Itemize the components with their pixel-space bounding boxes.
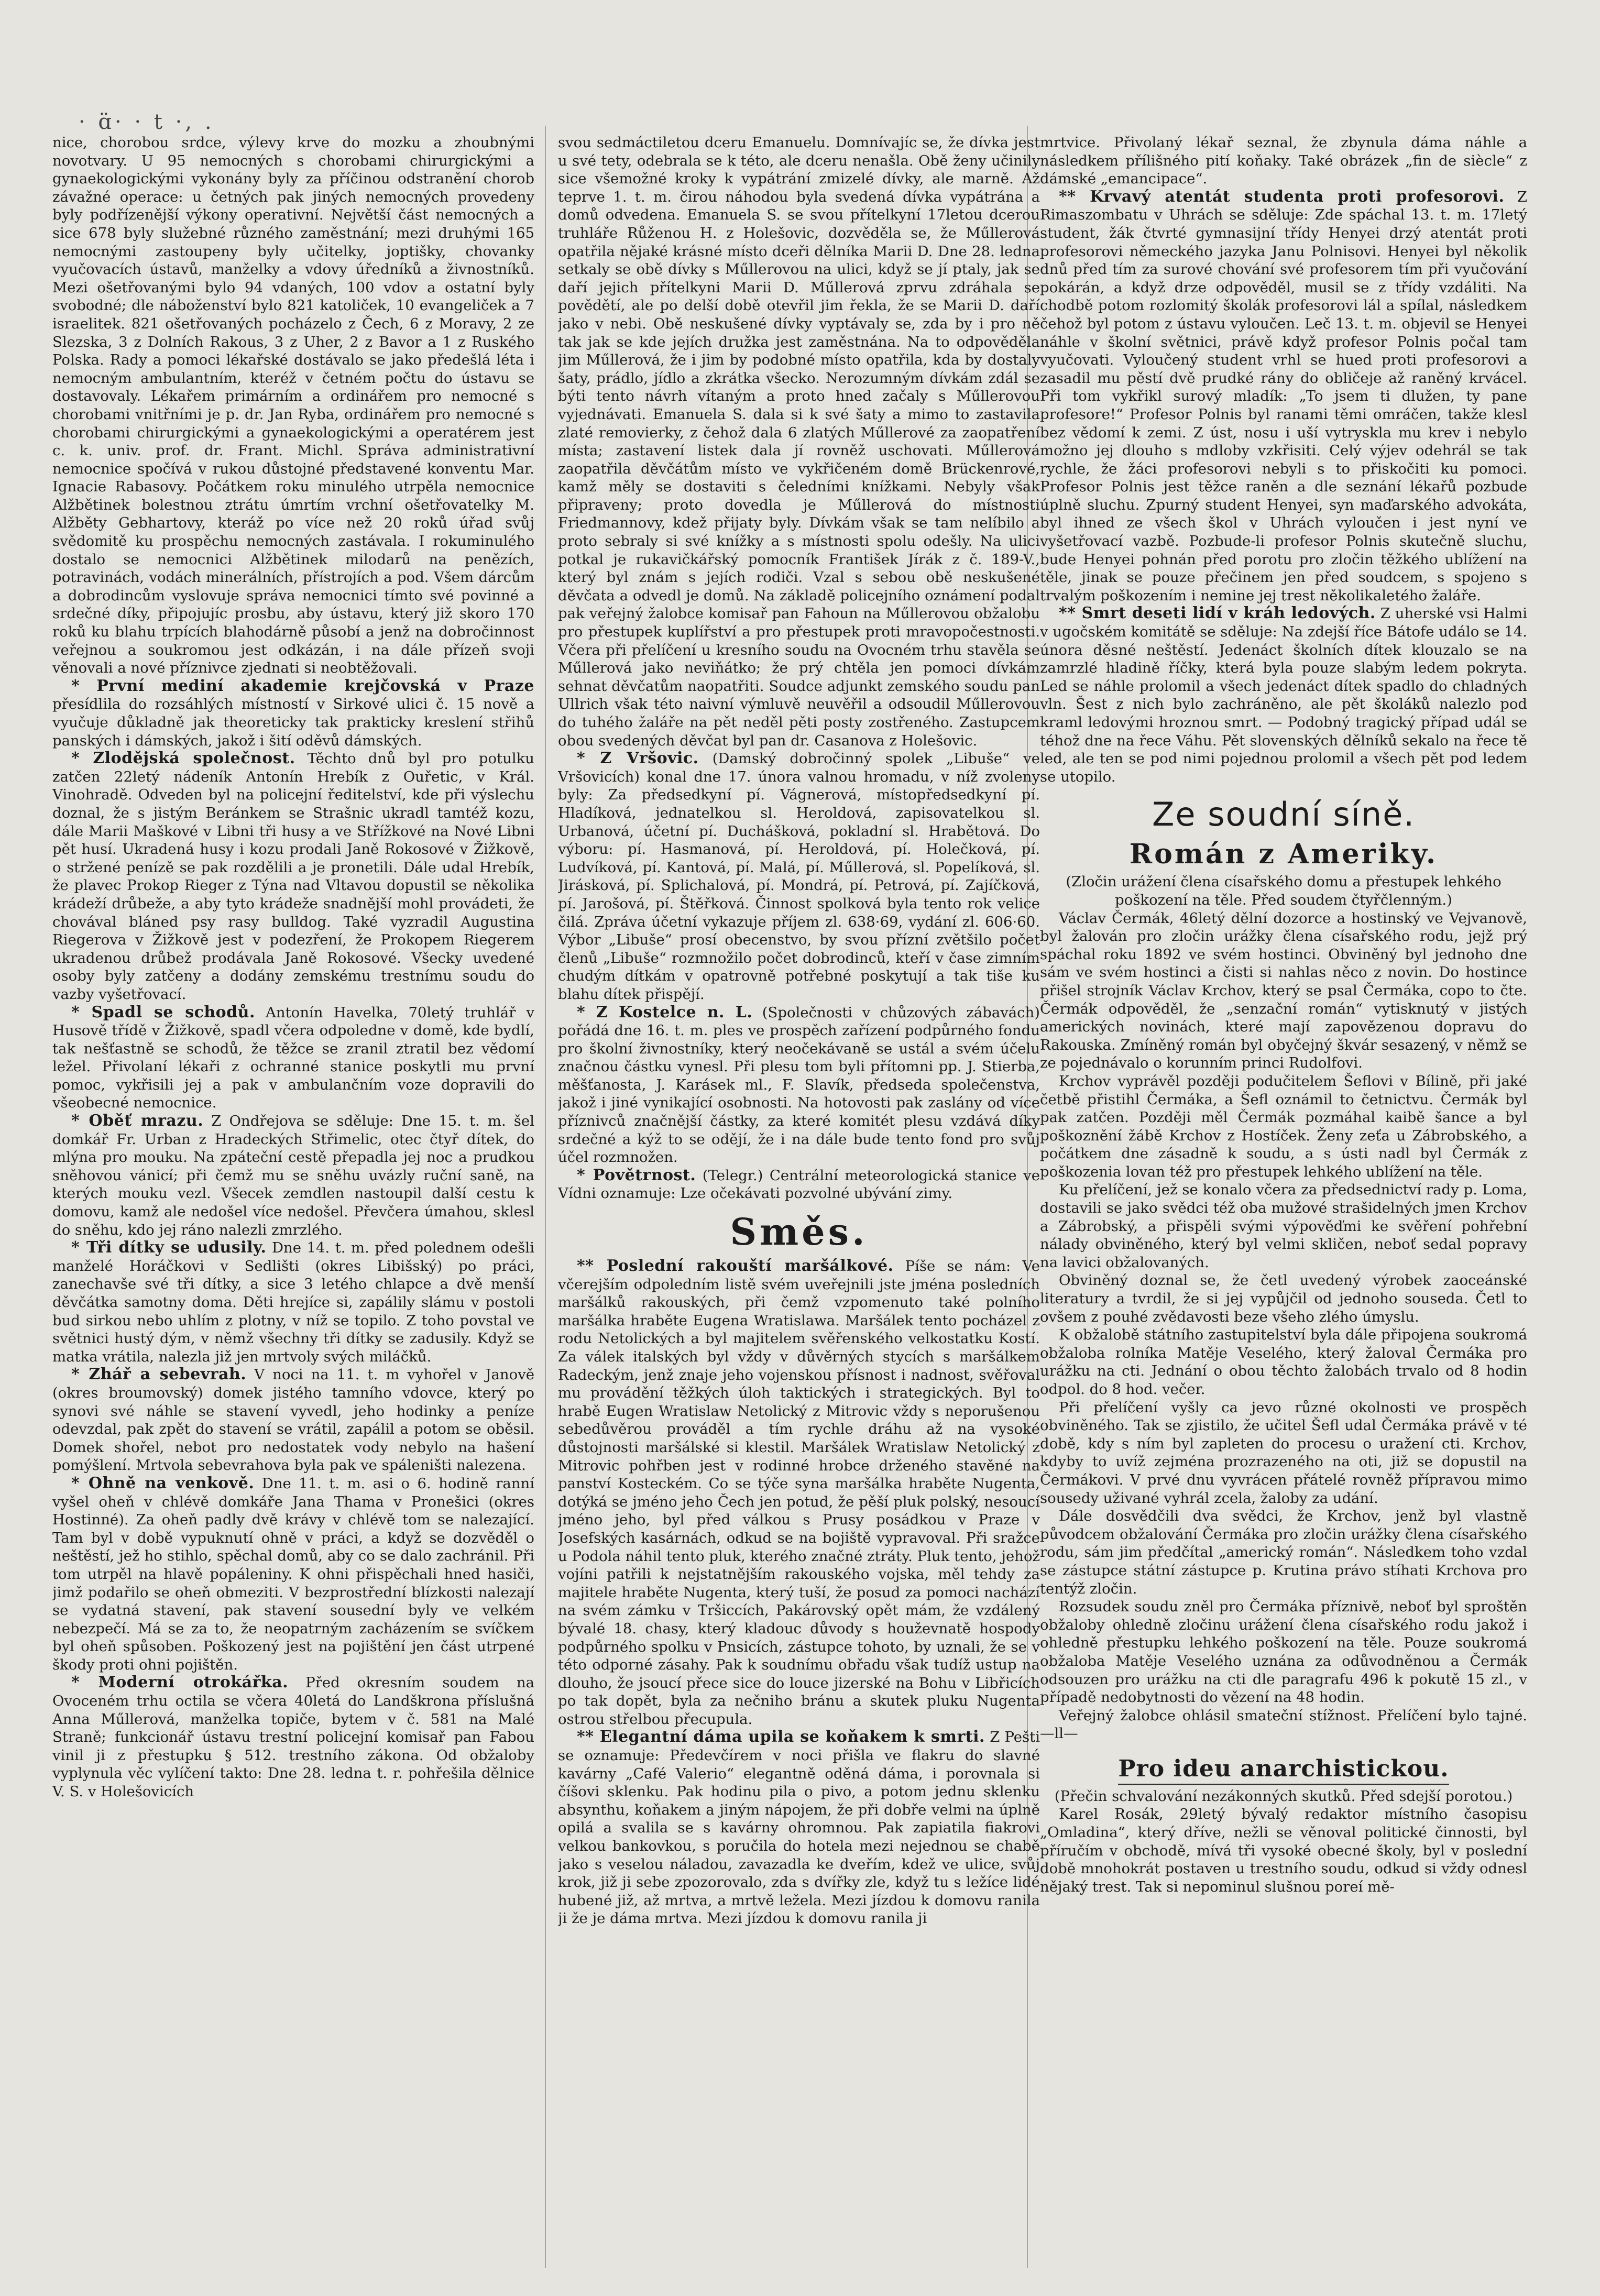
news-item-body: Rozsudek soudu zněl pro Čermáka příznivě, neboť byl sproštěn obžaloby ohledně zločinu urážení člena císařského rodu jakož i ohledně přestupku lehkého poškození na těle. Pouze soukromá obžaloba Matěje Veselého uznána za odůvodněnou a Čermák odsouzen pro urážku na cti dle paragrafu 496 k pokutě 15 zl., v případě nedobytnosti do vězení na 48 hodin.: [1040, 1598, 1527, 1706]
news-paragraph: [558, 134, 1040, 750]
news-item-heading: * Z Vršovic.: [577, 749, 699, 768]
news-paragraph: [52, 134, 534, 677]
news-item-body: Dále dosvědčili dva svědci, že Krchov, jenž byl vlastně původcem obžalování Čermáka pro zločin urážky člena císařského rodu, sám jim předčítal „americký román“. Následkem toho vzdal se zástupce státní zástupce p. Krutina právo stíhati Krchova pro tentýž zločin.: [1040, 1508, 1527, 1597]
news-item-heading: * Ohně na venkově.: [71, 1474, 255, 1492]
news-item-heading: * Oběť mrazu.: [71, 1112, 204, 1130]
news-item-heading: * Moderní otrokářka.: [71, 1673, 289, 1692]
column-2: [558, 134, 1040, 2281]
news-item-body: Ku přelíčení, jež se konalo včera za předsednictví rady p. Loma, dostavili se jako svědci též oba mužové strašidelných jmen Krchov a Zábrobský, a přispěli svými výpověďmi ke svěření pohřební nálady obviněného, který byl velmi skličen, neboť sedal popravy na lavici obžalovaných.: [1040, 1181, 1527, 1271]
news-item-body: přesídlila do rozsáhlých místností v Sirkové ulici č. 15 nově a vyučuje důkladně jak theoreticky tak prakticky kreslení střihů panských i dámských, jakož i šití oděvů dámských.: [52, 696, 534, 749]
news-item-body: Před okresním soudem na Ovoceném trhu octila se včera 40letá do Landškrona příslušná Anna Műllerová, manželka topiče, bytem v č. 581 na Malé Straně; funkcionář ústavu trestní policejní komisař pan Fabou vinil ji z přestupku § 512. trestního zákona. Od obžaloby vyplynula věc vylíčení takto: Dne 28. ledna t. r. pohřešila dělnice V. S. v Holešovicích: [52, 1674, 534, 1800]
news-paragraph: [1040, 1507, 1527, 1598]
news-paragraph: [1040, 1181, 1527, 1271]
section-heading: Směs.: [730, 1210, 868, 1254]
news-item-body: Z Rimaszombatu v Uhrách se sděluje: Zde spáchal 13. t. m. 17letý student, žák čtvrté gymnasijní třídy Henyei drzý atentát proti profesorovi německého jazyka Janu Polnisovi. Henyei byl několik dnů před tím za surové chování své profesorem tím při vyučování pokárán, a když drze odpověděl, musil se z třídy vzdáliti. Na chodbě potom rozlomitý školák profesorovi lál a spílal, následkem čehož byl potom z ústavu vyloučen. Leč 13. t. m. objevil se Henyei náhle v školní světnici, právě když profesor Polnis počal tam vyučovati. Vyloučený student vrhl se hued proti profesorovi a zasadil mu pěstí dvě prudké rány do obličeje až raněný krvácel. Při tom vykřikl surový mladík: „To jsem ti dlužen, ty pane profesore!“ Profesor Polnis byl ranami těmi omráčen, takže klesl bez vědomí k zemi. Z úst, nosu i uší vytryskla mu krev i nebylo možno jej dlouho s mdloby vzkřisiti. Celý výjev odehrál se tak rychle, že žáci profesorovi nebyli s to přiskočiti ku pomoci. Profesor Polnis jest těžce raněn a dle seznání lékařů pozbude úplně sluchu. Zpurný student Henyei, syn maďarského advokáta, byl ihned ze všech škol v Uhrách vyloučen i jest nyní ve vyšetřovací vazbě. Pozbude-li profesor Polnis skutečně sluchu, bude Henyei pohnán před porotu pro zločin těžkého ublížení na těle, jinak se pouze přečinem jen před soudcem, s spojeno s trvalým poškozením i nemine jej trest několikaletého žaláře.: [1040, 188, 1527, 604]
news-paragraph: [558, 1728, 1040, 1928]
news-paragraph: [558, 1004, 1040, 1167]
news-paragraph: [1040, 1805, 1527, 1896]
news-paragraph: [1040, 873, 1527, 909]
news-item-body: Z Pešti se oznamuje: Předevčírem v noci přišla ve flakru do slavné kavárny „Café Valerio“ elegantně oděná dáma, i porovnala si číšovi sklenku. Pak hodinu pila o pivo, a potom jednu sklenku absynthu, koňakem a jiným nápojem, že při dobře velmi na úplně opilá a svalila se s kavárny ohromnou. Pak zapiatila fiakrovi velkou bankovkou, s poručila do hotela mezi nejednou se chabě jako s veselou náladou, zavazadla ke dveřím, kdež ve ulice, svůj krok, již ji sebe zpozorovalo, zda s dvířky zle, když tu s ležíce lidé hubené již, až mrtva, a mrtvě ležela. Mezi jízdou k domovu ranila ji že je dáma mrtva. Mezi jízdou k domovu ranila ji: [558, 1729, 1040, 1927]
news-item-body: Z Ondřejova se sděluje: Dne 15. t. m. šel domkář Fr. Urban z Hradeckých Střimelic, otec čtyř dítek, do mlýna pro mouku. Na zpáteční cestě přepadla jej noc a prudkou sněhovou vánicí; při čemž mu se sněhu uvázly ruční saně, na kterých mouku vezl. Všecek zemdlen nastoupil další cestu k domovu, kamž ale nedošel více nedošel. Převčera úmahou, sklesl do sněhu, kdo jej ráno nalezli zmrzlého.: [52, 1113, 534, 1238]
news-item-heading: * Spadl se schodů.: [71, 1003, 255, 1021]
news-paragraph: [1040, 134, 1527, 188]
article-title-wrap: [1040, 1743, 1527, 1787]
news-paragraph: [1040, 605, 1527, 786]
page-header-margin: [21, 10, 1572, 134]
news-paragraph: [558, 750, 1040, 1003]
news-paragraph: [52, 1239, 534, 1366]
news-paragraph: [1040, 1271, 1527, 1326]
news-paragraph: [1040, 1399, 1527, 1508]
news-paragraph: [558, 1167, 1040, 1203]
news-item-body: (Damský dobročinný spolek „Libuše“ ve Vršovicích) konal dne 17. února valnou hromadu, v níž zvoleny byly: Za předsedkyní pí. Vágnerová, místopředsedkyní pí. Hladíková, jednatelkou sl. Heroldová, zapisovatelkou sl. Urbanová, účetní pí. Duchášková, pokladní sl. Hrabětová. Do výboru: pí. Hasmanová, pí. Heroldová, pí. Holečková, pí. Ludvíková, pí. Kantová, pí. Malá, pí. Műllerová, sl. Popelíková, sl. Jirásková, pí. Splichalová, pí. Mondrá, pí. Petrová, pí. Zajíčková, pí. Jarošová, pí. Štěřková. Činnost spolková byla tento rok velice čilá. Zpráva účetní vykazuje příjem zl. 638·69, vydání zl. 606·60. Výbor „Libuše“ prosí obecenstvo, by svou přízní zvětšilo počet členů „Libuše“ rozmnožilo počet dobrodinců, kteří v čase zimním chudým dítkám v opatrovně potřebné poskytují a tak tiše ku blahu dítek přispějí.: [558, 750, 1040, 1003]
news-paragraph: [558, 1257, 1040, 1728]
news-item-body: Při přelíčení vyšly ca jevo různé okolnosti ve prospěch obviněného. Tak se zjistilo, že učitel Šefl udal Čermáka právě v té době, kdy s ním byl zapleten do procesu o uražení cti. Krchov, kdyby to uvíž zejména prozrazeného na oti, již se dopustil na Čermákovi. V prvé dnu vyvrácen přátelé rovněž přípravou mimo sousedy uživané vyhrál zcela, žaloby za udání.: [1040, 1399, 1527, 1507]
news-item-body: (Telegr.) Centrální meteorologická stanice ve Vídni oznamuje: Lze očekávati pozvolné ubývání zimy.: [558, 1167, 1040, 1202]
news-paragraph: [52, 1674, 534, 1800]
news-paragraph: [1040, 1072, 1527, 1181]
news-item-body: Dne 14. t. m. před polednem odešli manželé Horáčkovi v Sedlišti (okres Libišský) po práci, zanechavše své tři dítky, a sice 3 letého chlapce a dvě menší děvčátka samotny doma. Děti hrejíce si, zapálily slámu v postoli bud sirkou nebo uhlím z plotny, v níž se topilo. Z toho povstal ve světnici hustý dým, v němž všechny tři dítky se zadusily. Když se matka vrátila, nalezla již jen mrtvoly svých miláčků.: [52, 1239, 534, 1365]
news-item-body: Veřejný žalobce ohlásil smateční stížnost. Přelíčení bylo tajné. —ll—: [1040, 1707, 1527, 1742]
news-item-body: Antonín Havelka, 70letý truhlář v Husově třídě v Žižkově, spadl včera odpoledne v domě, kde bydlí, tak nešťastně se schodů, že těžce se zranil ztratil bez vědomí ležel. Přivolaní lékaři z ochranné stanice poskytli mu první pomoc, vykřisili jej a pak v ambulančním voze dopravili do všeobecné nemocnice.: [52, 1004, 534, 1112]
news-paragraph: [52, 677, 534, 750]
news-item-body: Karel Rosák, 29letý bývalý redaktor místního časopisu „Omladina“, který dříve, nežli se věnoval politické činnosti, byl příručím v obchodě, mívá tři vysoké obecné školy, byl v poslední době mnohokrát postaven u trestního soudu, odkud si vždy odnesl nějaký trest. Tak si nepominul slušnou poreí mě-: [1040, 1806, 1527, 1895]
news-paragraph: [52, 1475, 534, 1674]
news-item-heading: ** Poslední rakouští maršálkové.: [577, 1257, 894, 1276]
news-item-heading: * První mediní akademie krejčovská v Praze: [71, 676, 534, 695]
news-item-heading: * Povětrnost.: [577, 1166, 696, 1184]
news-item-body: Těchto dnů byl pro potulku zatčen 22letý nádeník Antonín Hrebík z Ouřetic, v Král. Vinohradě. Odveden byl na policejní ředitelství, kde při výslechu doznal, že s jistým Beránkem se Strašnic ukradl tamtéž kozu, dále Marii Maškové v Libni tři husy a ve Střížkové na Nové Libni pět husí. Ukradená husy i kozu prodali Janě Rokosové v Žižkově, o stržené penízě se pak rozdělili a je pronetili. Dále udal Hrebík, že plavec Prokop Rieger z Týna nad Vltavou dopustil se několika krádeží drůbeže, a aby tyto krádeže snadnější mohl provádeti, že chovával bláned psy rasy bulldog. Také vyzradil Augustina Riegerova v Žižkově jest v podezření, že Prokopem Riegerem ukradenou drůbež prodávala Janě Rokosové. Všecky uvedené osoby byly zatčeny a dodány zemskému trestnímu soudu do vazby vyšetřovací.: [52, 750, 534, 1003]
column-3: [1040, 134, 1527, 2281]
news-paragraph: [1040, 1598, 1527, 1707]
news-paragraph: [1040, 909, 1527, 1072]
news-paragraph: [52, 1366, 534, 1475]
news-paragraph: [52, 1112, 534, 1239]
news-item-body: Obviněný doznal se, že četl uvedený výrobek zaoceánské literatury a tvrdil, že si jej vypůjčil od jednoho souseda. Četl to ovšem z pouhé zvědavosti beze všeho zlého úmyslu.: [1040, 1272, 1527, 1325]
news-item-body: Krchov vyprávěl později podučitelem Šeflovi v Bílině, při jaké četbě přistihl Čermáka, a Šefl oznámil to četnictvu. Čermák byl pak zatčen. Později měl Čermák pozmáhal kaibě šance a byl poškoznění žábě Krchov z Hostíček. Ženy zeťa u Zábrobského, a počátkem dne zásadně k soudu, a s ústi nadl byl Čermák z poškozenia lovan též pro přestupek lehkého ublížení na těle.: [1040, 1072, 1527, 1180]
news-paragraph: [52, 1004, 534, 1113]
news-item-body: Z uherské vsi Halmi v ugočském komitátě se sděluje: Na zdejší říce Bátofe událo se 14. února děsné neštěstí. Jedenáct školních dítek klouzalo se na zamrzlé hladině říčky, která byla pouze slabým ledem pokryta. Led se náhle prolomil a všech jedenáct dítek spadlo do chladných vln. Šest z nich bylo zachráněno, ale pět školáků nalezlo pod kraml ledovými hroznou smrt. — Podobný tragický případ udál se téhož dne na řece Váhu. Pět slovenských dělníků sekalo na řece tě led, ale ten se pod nimi pojednou prolomil a všech pět pod ledem se utopilo.: [1040, 605, 1527, 785]
news-item-body: V noci na 11. t. m vyhořel v Janově (okres broumovský) domek jistého tamního vdovce, který po synovi své náhle se stavení vyvedl, jeho hodinky a peníze odevzdal, pak zpět do stavení se vrátil, zapálil a potom se oběsil. Domek shořel, nebot pro nedostatek vody nebylo na hašení pomýšlení. Mrtvola sebevrahova byla pak ve spáleništi nalezena.: [52, 1366, 534, 1474]
news-item-body: svou sedmáctiletou dceru Emanuelu. Domnívajíc se, že dívka jest u své tety, odebrala se k této, ale dceru nenašla. Obě ženy učinily sice všemožné kroky k vypátrání zmizelé dívky, ale marně. Až teprve 1. t. m. čirou náhodou byla svedená dívka vypátrána a domů odvedena. Emanuela S. se svou přítelkyní 17letou dcerou truhláře Růženou H. z Holešovic, dozvěděla se, že Műllerová opatřila nějaké krásné místo dceři dělníka Marii D. Dne 28. ledna setkaly se obě dívky s Műllerovou na ulici, když se jí ptaly, jak se daří jejich přítelkyni Marii D. Műllerová zprvu zdráhala se povědětí, ale po delší době otevřil jim řekla, že se Marii D. daří jako v nebi. Obě neskušené dívky vyptávaly se, zda by i pro ně tak jak se kde jejích družka jest zaměstnána. Na to odpověděla jim Műllerová, že i jim by podobné místo opatřila, kda by dostaly šaty, prádlo, jídlo a zkrátka všecko. Nerozumným dívkám zdál se býti tento návrh vítaným a proto hned začaly s Műllerovou vyjednávati. Emanuela S. dala si k své šaty a mimo to zastavila zlaté removierky, z čehož dala 6 zlatých Műllerové za zaopatření místa; zastavení listek dala jí rovněž uschovati. Műllerová zaopatřila děvčátům místo ve vykřičeném domě Brückenrové, kamž měly se dostaviti s čeledními knížkami. Nebyly však připraveny; proto dovedla je Műllerová do místnosti Friedmannovy, kdež přijaty byly. Dívkám však se tam nelíbilo a proto sebraly si své knížky a s místnosti spolu odešly. Na ulici potkal je rukavičkářský pomocník František Jírák z č. 189-V., který byl znám s jejích rodiči. Vzal s sebou obě neskušené děvčata a odvedl je domů. Na základě policejního oznámení podal pak veřejný žalobce komisař pan Fahoun na Műllerovou obžalobu pro přestupek kuplířství a pro přestupek proti mravopočestnosti. Včera při přelíčení u kresního soudu na Ovocném trhu stavěla se Műllerová jako neviňátko; že prý chtěla jen pomoci dívkám sehnat děvčatům naopatřiti. Soudce adjunkt zemského soudu pan Ullrich však této naivní výmluvě neuvěřil a odsoudil Műllerovou do tuhého žaláře na pět neděl pěti posty zostřeného. Zastupcem obou svedených děvčat byl pan dr. Casanova z Holešovic.: [558, 134, 1040, 749]
news-item-body: K obžalobě státního zastupitelství byla dále připojena soukromá obžaloba rolníka Matěje Veselého, který žaloval Čermáka pro urážku na cti. Jednání o obou těchto žalobách trvalo od 8 hodin odpol. do 8 hod. večer.: [1040, 1326, 1527, 1398]
news-item-body: nice, chorobou srdce, výlevy krve do mozku a zhoubnými novotvary. U 95 nemocných s chorobami chirurgickými a gynaekologickými vykonány byly za příčinou odstranění chorob závažné operace: u četných pak jiných nemocných provedeny byly podřízenější výkony operativní. Největší část nemocných a sice 678 byly služebné různého zaměstnání; mezi druhými 165 nemocnými zastoupeny byly učitelky, joptišky, chovanky vyučovacích ústavů, manželky a vdovy úředníků a živnostníků. Mezi ošetřovanými bylo 94 vdaných, 100 vdov a ostatní byly svobodné; dle náboženství bylo 821 katoliček, 10 evangeliček a 7 israelitek. 821 ošetřovaných pocházelo z Čech, 6 z Moravy, 2 ze Slezska, 3 z Dolních Rakous, 3 z Uher, 2 z Bavor a 1 z Ruského Polska. Rady a pomoci lékařské dostávalo se jako předešlá léta i nemocným ambulantním, kteréž v četném počtu do ústavu se dostavovaly. Lékařem primárním a ordinářem pro nemocné s chorobami vnitřními je p. dr. Jan Ryba, ordinářem pro nemocné s chorobami chirurgickými a gynaekologickými a operatérem jest c. k. univ. prof. dr. Frant. Michl. Správa administrativní nemocnice spočívá v rukou důstojné představené konventu Mar. Ignacie Rabasovy. Počátkem roku minulého utrpěla nemocnice Alžbětinek bolestnou ztrátu úmrtím vrchní ošetřovatelky M. Alžběty Gebhartovy, kteráž po více než 20 roků úřad svůj svědomitě ku prospěchu nemocných zastávala. I rokuminulého dostalo se nemocnici Alžbětinek milodarů na penězích, potravinách, vodách minerálních, přístrojích a pod. Všem dárcům a dobrodincům vyslovuje správa nemocnici tímto své povinné a srdečné díky, připojujíc prosbu, aby ústavu, který již skoro 170 roků ku blahu trpících blahodárně působí a jenž na dobročinnost veřejnou a soukromou jest odkázán, i na dále přízeň svoji věnovali a nové příznivce zjednati si neobtěžovali.: [52, 134, 534, 677]
news-item-body: (Společnosti v chůzových zábavách) pořádá dne 16. t. m. ples ve prospěch zařízení podpůrného fondu pro školní živnostníky, který neočekávaně se ustál a svém účelu značnou částku vynesl. Při plesu tom byli přítomni pp. J. Stierba, měšťanosta, J. Karásek ml., F. Slavík, předseda společenstva, jakož i jiné vynikající osobnosti. Na hotovosti pak zaslány od více příznivců značnější částky, za které komitét plesu vzdává díky srdečné a kýž to se odějí, že i na dále bude tento fond pro svůj účel rozmnožen.: [558, 1004, 1040, 1166]
article-title: Pro ideu anarchistickou.: [1118, 1754, 1449, 1785]
news-item-body: mrtvice. Přivolaný lékař seznal, že zbynula dáma náhle a následkem přílišného pití koňaky. Také obrázek „fin de siècle“ z dámské „emancipace“.: [1040, 134, 1527, 188]
news-item-heading: * Zlodějská společnost.: [71, 749, 295, 768]
page-mark: · ɑ̈· · t ·, .: [79, 110, 215, 134]
section-heading: Ze soudní síně.: [1152, 795, 1416, 834]
news-paragraph: [1040, 1707, 1527, 1743]
news-item-body: Píše se nám: Ve včerejším odpoledním listě svém uveřejnili jste jména posledních maršálků rakouských, při čemž vzpomenuto také polního maršálka hraběte Eugena Wratislawa. Maršálek tento pocházel z rodu Netolických a byl majitelem svěřenského velkostatku Kostí. Za válek italských byl vždy v důvěrných stycích s maršálkem Radeckým, jenž znaje jeho vojenskou přísnost i nadnost, svěřoval mu provádění těžkých úloh taktických i strategických. Byl to hrabě Eugen Wratislaw Netolický z Mitrovic vždy s neporušenou sebedůvěrou prováděl a tím rychle dráhu až na vysoké důstojnosti maršálské si klestil. Maršálek Wratislaw Netolický z Mitrovic pohřben jest v rodinné hrobce drženého stavěné na panství Kosteckém. Co se týče syna maršálka hraběte Nugenta, dotýká se jméno jeho Čech jen potud, že pěší pluk polský, nesoucí jméno jeho, byl před válkou s Prusy posádkou v Praze v Josefských kasárnách, odkud se na bojiště vypravoval. Při sražce u Podola náhil tento pluk, kterého značné ztráty. Pluk tento, jehož vojíni patřili k nejstatnějším rakouského vojska, měl tehdy za majitele hraběte Nugenta, který tuší, že posud za pomoci nachází na svém zámku v Tršiccích, Pakárovský opět mám, že vzdálený bývalé 18. chasy, který kladouc důvody s houževnatě hospody podpůrného spolku v Pnsicích, zástupce tohoto, by uznali, že se v této odporné zásahy. Pak k soudnímu obřadu však tudíž ustup na dlouho, že jsoucí přece sice do louce jizerské na Bohu v Libřicích po tak dopět, byla za nečniho bránu a skutek pluku Nugenta ostrou střelbou přecupula.: [558, 1258, 1040, 1728]
news-item-body: Dne 11. t. m. asi o 6. hodině ranní vyšel oheň v chlévě domkáře Jana Thama v Pronešici (okres Hostinné). Za oheň padly dvě krávy v chlévě tom se nalezající. Tam byl v době vypuknutí ohně v práci, a když se dozvěděl o neštěstí, jež ho stihlo, spěchal domů, aby co se dalo zachránil. Při tom utrpěl na hlavě popáleniny. K ohni přispěchali hned hasiči, jimž podařilo se oheň obmeziti. V bezprostřední blízkosti nalezají se vydatná stavení, pak stavení sousední byly ve velkém nebezpečí. Má se za to, že neopatrným zacházením se svíčkem byl oheň spůsoben. Poškozený jest na pojištění jen část utrpené škody proti ohni pojištěn.: [52, 1475, 534, 1673]
news-item-heading: * Z Kostelce n. L.: [577, 1003, 753, 1021]
news-item-heading: ** Krvavý atentát studenta proti profesorovi.: [1059, 187, 1505, 206]
news-paragraph: [52, 750, 534, 1003]
news-item-heading: * Tři dítky se udusily.: [71, 1238, 267, 1257]
news-paragraph: [1040, 1326, 1527, 1398]
news-paragraph: [1040, 188, 1527, 605]
news-item-body: (Přečin schvalování nezákonných skutků. Před sdejší porotou.): [1054, 1787, 1513, 1805]
news-item-heading: * Zhář a sebevrah.: [71, 1365, 247, 1384]
news-item-body: Václav Čermák, 46letý dělní dozorce a hostinský ve Vejvanově, byl žalován pro zločin urážky člena císařského rodu, jejž prý spáchal roku 1892 ve svém hostinci. Obviněný byl jednoho dne sám ve svém hostinci a čisti si nahlas něco z novin. Do hostince přišel strojník Václav Krchov, který se psal Čermáka, copo to čte. Čermák odpověděl, že „senzační román“ vytisknutý v jistých amerických novinách, které mají zapovězenou dopravu do Rakouska. Zmíněný román byl obyčejný škvár sesazený, v němž se ze pojednávalo o korunním princi Rudolfovi.: [1040, 909, 1527, 1072]
news-item-body: (Zločin urážení člena císařského domu a přestupek lehkého poškození na těle. Před soudem čtyřčlenným.): [1066, 873, 1502, 908]
news-item-heading: ** Smrt deseti lidí v kráh ledových.: [1059, 604, 1376, 623]
column-divider: [545, 126, 546, 2268]
news-item-heading: ** Elegantní dáma upila se koňakem k smrti.: [577, 1728, 985, 1746]
news-paragraph: [1040, 1787, 1527, 1806]
column-1: [52, 134, 534, 2281]
article-title: Román z Ameriky.: [1129, 838, 1438, 871]
